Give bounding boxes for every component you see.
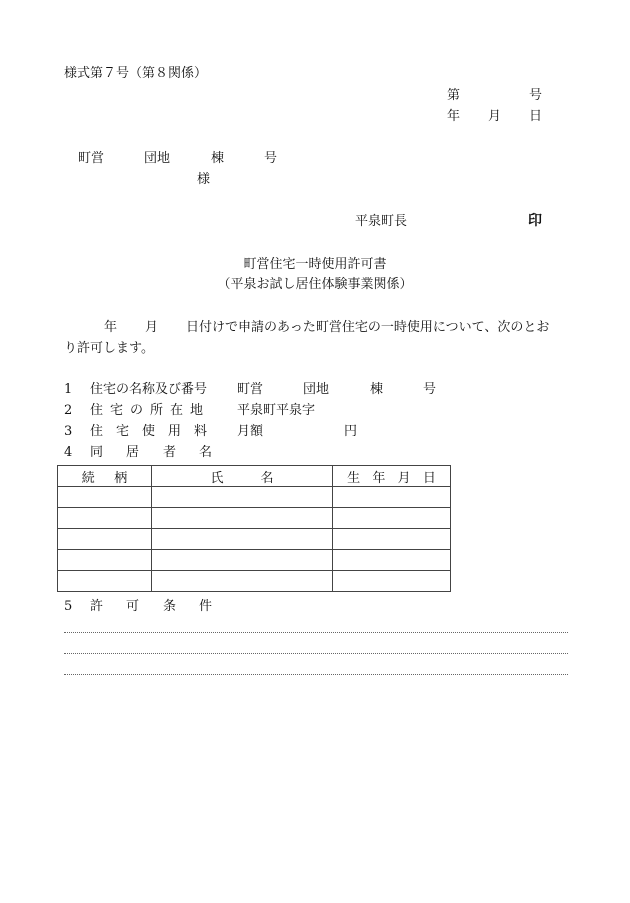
item-number: 2: [64, 403, 73, 418]
item-label-char: 許: [90, 599, 104, 614]
table-row: [58, 487, 451, 508]
table-row: [58, 550, 451, 571]
col-birthdate-header: 生 年 月 日: [333, 466, 451, 487]
addressee-unit: 号: [264, 151, 278, 166]
item-number: 3: [64, 424, 73, 439]
conditions-line[interactable]: [64, 653, 568, 654]
item-label-char: 地: [190, 403, 204, 418]
item-number: 1: [64, 382, 73, 397]
table-cell[interactable]: [333, 550, 451, 571]
table-row: [58, 571, 451, 592]
item-label: 住宅の名称及び番号: [90, 382, 208, 397]
item-number: 5: [64, 599, 73, 614]
item-label-char: 件: [199, 599, 213, 614]
item-label-char: 可: [126, 599, 140, 614]
item-value: 平泉町平泉字: [237, 403, 316, 418]
doc-number-go: 号: [529, 88, 543, 103]
col-name-header: 氏 名: [152, 466, 333, 487]
doc-subtitle: （平泉お試し居住体験事業関係）: [217, 277, 413, 292]
item-label-char: 同: [90, 445, 104, 460]
doc-title: 町営住宅一時使用許可書: [243, 257, 387, 272]
item-value: 月額: [237, 424, 264, 439]
item-unit: 号: [423, 382, 437, 397]
item-town: 町営: [237, 382, 264, 397]
item-label-char: 宅: [110, 403, 124, 418]
item-label-char: の: [130, 403, 144, 418]
conditions-line[interactable]: [64, 674, 568, 675]
table-cell[interactable]: [333, 487, 451, 508]
table-row: [58, 529, 451, 550]
date-day: 日: [529, 109, 543, 124]
date-year: 年: [447, 109, 461, 124]
addressee-estate: 団地: [144, 151, 171, 166]
table-cell[interactable]: [152, 571, 333, 592]
item-estate: 団地: [303, 382, 330, 397]
addressee-building: 棟: [211, 151, 225, 166]
table-cell[interactable]: [152, 550, 333, 571]
table-cell[interactable]: [152, 529, 333, 550]
table-cell[interactable]: [152, 487, 333, 508]
form-id: 様式第７号（第８関係）: [64, 66, 208, 81]
table-cell[interactable]: [58, 487, 152, 508]
item-label-char: 名: [199, 445, 213, 460]
body-text-line2: り許可します。: [64, 341, 154, 356]
item-label-char: 使: [142, 424, 156, 439]
body-text-line1: 日付けで申請のあった町営住宅の一時使用について、次のとお: [186, 320, 550, 335]
table-cell[interactable]: [333, 571, 451, 592]
conditions-line[interactable]: [64, 632, 568, 633]
item-label-char: 用: [168, 424, 182, 439]
doc-number-dai: 第: [447, 88, 461, 103]
item-label-char: 居: [126, 445, 140, 460]
body-year: 年: [104, 320, 118, 335]
item-building: 棟: [370, 382, 384, 397]
col-relationship-header: 続 柄: [58, 466, 152, 487]
item-label-char: 住: [90, 403, 104, 418]
addressee-town: 町営: [78, 151, 105, 166]
table-row: [58, 508, 451, 529]
item-label-char: 条: [163, 599, 177, 614]
resident-table: [57, 465, 451, 592]
table-cell[interactable]: [58, 571, 152, 592]
item-unit: 円: [344, 424, 358, 439]
table-header-row: [58, 466, 451, 487]
table-cell[interactable]: [152, 508, 333, 529]
issuer-name: 平泉町長: [355, 214, 408, 229]
table-cell[interactable]: [58, 529, 152, 550]
item-label-char: 宅: [116, 424, 130, 439]
item-number: 4: [64, 445, 73, 460]
issuer-seal: 印: [528, 213, 542, 229]
item-label-char: 料: [194, 424, 208, 439]
item-label-char: 所: [150, 403, 164, 418]
table-cell[interactable]: [58, 508, 152, 529]
item-label-char: 住: [90, 424, 104, 439]
item-label-char: 在: [170, 403, 184, 418]
table-cell[interactable]: [333, 529, 451, 550]
body-month: 月: [145, 320, 159, 335]
date-month: 月: [488, 109, 502, 124]
item-label-char: 者: [163, 445, 177, 460]
table-cell[interactable]: [333, 508, 451, 529]
table-cell[interactable]: [58, 550, 152, 571]
addressee-honorific: 様: [197, 172, 211, 187]
